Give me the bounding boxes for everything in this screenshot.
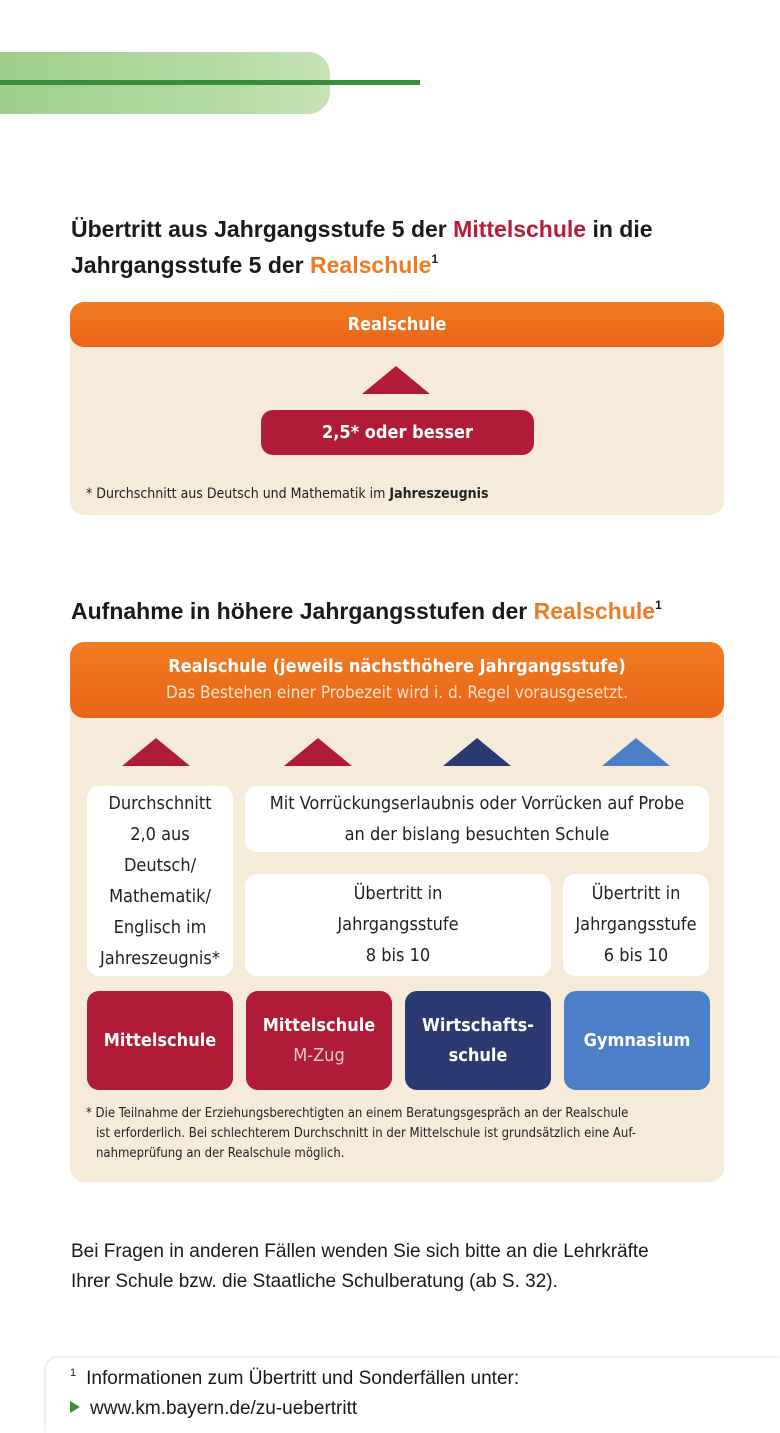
decorative-header-band <box>0 52 420 114</box>
section1-title-realschule: Realschule <box>310 252 432 278</box>
section2-realschule-bar-title: Realschule (jeweils nächsthöhere Jahrgangsstufe) <box>168 656 626 677</box>
transfer-8-10-line: 8 bis 10 <box>365 945 431 966</box>
section1-title-part1: Übertritt aus Jahrgangsstufe 5 der <box>71 216 454 242</box>
average-grade-line: 2,0 aus <box>130 824 190 845</box>
contact-paragraph-line: Bei Fragen in anderen Fällen wenden Sie sich bitte an die Lehrkräfte <box>71 1241 649 1262</box>
transfer-8-10-line: Übertritt in <box>353 883 443 904</box>
section1-title-line2: Jahrgangsstufe 5 der <box>71 252 311 278</box>
section2-realschule-bar-subtitle: Das Bestehen einer Probezeit wird i. d. Regel vorausgesetzt. <box>166 683 628 703</box>
average-grade-line: Mathematik/ <box>109 886 211 907</box>
footer-link[interactable]: www.km.bayern.de/zu-uebertritt <box>90 1398 358 1419</box>
school-wirtschaftsschule <box>405 991 551 1090</box>
section2-title-footnote-mark: 1 <box>655 598 662 612</box>
section2-footnote-line: nahmeprüfung an der Realschule möglich. <box>96 1146 345 1161</box>
transfer-6-10-line: Übertritt in <box>591 883 681 904</box>
average-grade-line: Englisch im <box>113 917 207 938</box>
school-gymnasium <box>564 991 710 1090</box>
promotion-permission-box <box>245 786 709 852</box>
section2-title <box>71 590 662 626</box>
arrow-mittelschule-mzug-icon <box>284 738 352 766</box>
arrow-mittelschule-icon <box>122 738 190 766</box>
school-mittelschule-mzug-sublabel: M-Zug <box>293 1044 345 1066</box>
promotion-permission-line: Mit Vorrückungserlaubnis oder Vorrücken auf Probe <box>269 793 685 814</box>
transfer-6-10-line: Jahrgangsstufe <box>575 914 697 935</box>
school-wirtschaftsschule-label-line1: Wirtschafts- <box>422 1014 534 1036</box>
school-mittelschule <box>87 991 233 1090</box>
section1-footnote-text: * Durchschnitt aus Deutsch und Mathematik im <box>86 486 390 502</box>
transfer-6-10-box <box>563 874 709 976</box>
school-wirtschaftsschule-label-line2: schule <box>448 1044 508 1066</box>
section2-footnote-line: * Die Teilnahme der Erziehungsberechtigten an einem Beratungsgespräch an der Realschule <box>86 1106 629 1121</box>
section2-title-realschule: Realschule <box>533 598 656 624</box>
school-mittelschule-mzug-label: Mittelschule <box>262 1014 376 1036</box>
section1-title-part2: in die <box>586 216 653 242</box>
contact-paragraph <box>71 1237 751 1297</box>
section2-footnote <box>86 1104 716 1164</box>
section1-title-mittelschule: Mittelschule <box>453 216 587 242</box>
section1-realschule-bar-label: Realschule <box>347 314 447 335</box>
section2-footnote-line: ist erforderlich. Bei schlechterem Durchschnitt in der Mittelschule ist grundsätzlich eine Auf- <box>96 1126 636 1141</box>
footer-footnote-mark: 1 <box>70 1367 77 1379</box>
school-mittelschule-mzug <box>246 991 392 1090</box>
section1-title-footnote-mark: 1 <box>431 252 439 266</box>
footer-info-text: Informationen zum Übertritt und Sonderfällen unter: <box>86 1368 520 1389</box>
transfer-8-10-line: Jahrgangsstufe <box>337 914 459 935</box>
average-grade-box <box>87 786 233 976</box>
school-mittelschule-label: Mittelschule <box>103 1029 217 1051</box>
section2-title-part1: Aufnahme in höhere Jahrgangsstufen der <box>71 598 534 624</box>
footer-link-row[interactable] <box>70 1398 357 1420</box>
contact-paragraph-line: Ihrer Schule bzw. die Staatliche Schulberatung (ab S. 32). <box>71 1271 558 1292</box>
section1-realschule-bar <box>70 302 724 347</box>
section1-footnote-bold: Jahreszeugnis <box>389 486 489 502</box>
section1-arrow-up-icon <box>362 366 430 394</box>
link-arrow-icon <box>70 1401 80 1413</box>
section2-realschule-bar <box>70 642 724 718</box>
section1-grade-pill-label: 2,5* oder besser <box>322 422 473 443</box>
average-grade-line: Jahreszeugnis* <box>100 948 220 969</box>
section1-title <box>71 214 653 280</box>
arrow-wirtschaftsschule-icon <box>443 738 511 766</box>
footer-info <box>70 1367 519 1390</box>
section1-footnote <box>86 484 488 504</box>
transfer-6-10-line: 6 bis 10 <box>603 945 669 966</box>
header-band-line <box>0 80 420 85</box>
arrow-gymnasium-icon <box>602 738 670 766</box>
average-grade-line: Durchschnitt <box>108 793 212 814</box>
transfer-8-10-box <box>245 874 551 976</box>
section1-grade-pill <box>261 410 534 455</box>
school-gymnasium-label: Gymnasium <box>583 1029 691 1051</box>
promotion-permission-line: an der bislang besuchten Schule <box>344 824 610 845</box>
average-grade-line: Deutsch/ <box>123 855 197 876</box>
